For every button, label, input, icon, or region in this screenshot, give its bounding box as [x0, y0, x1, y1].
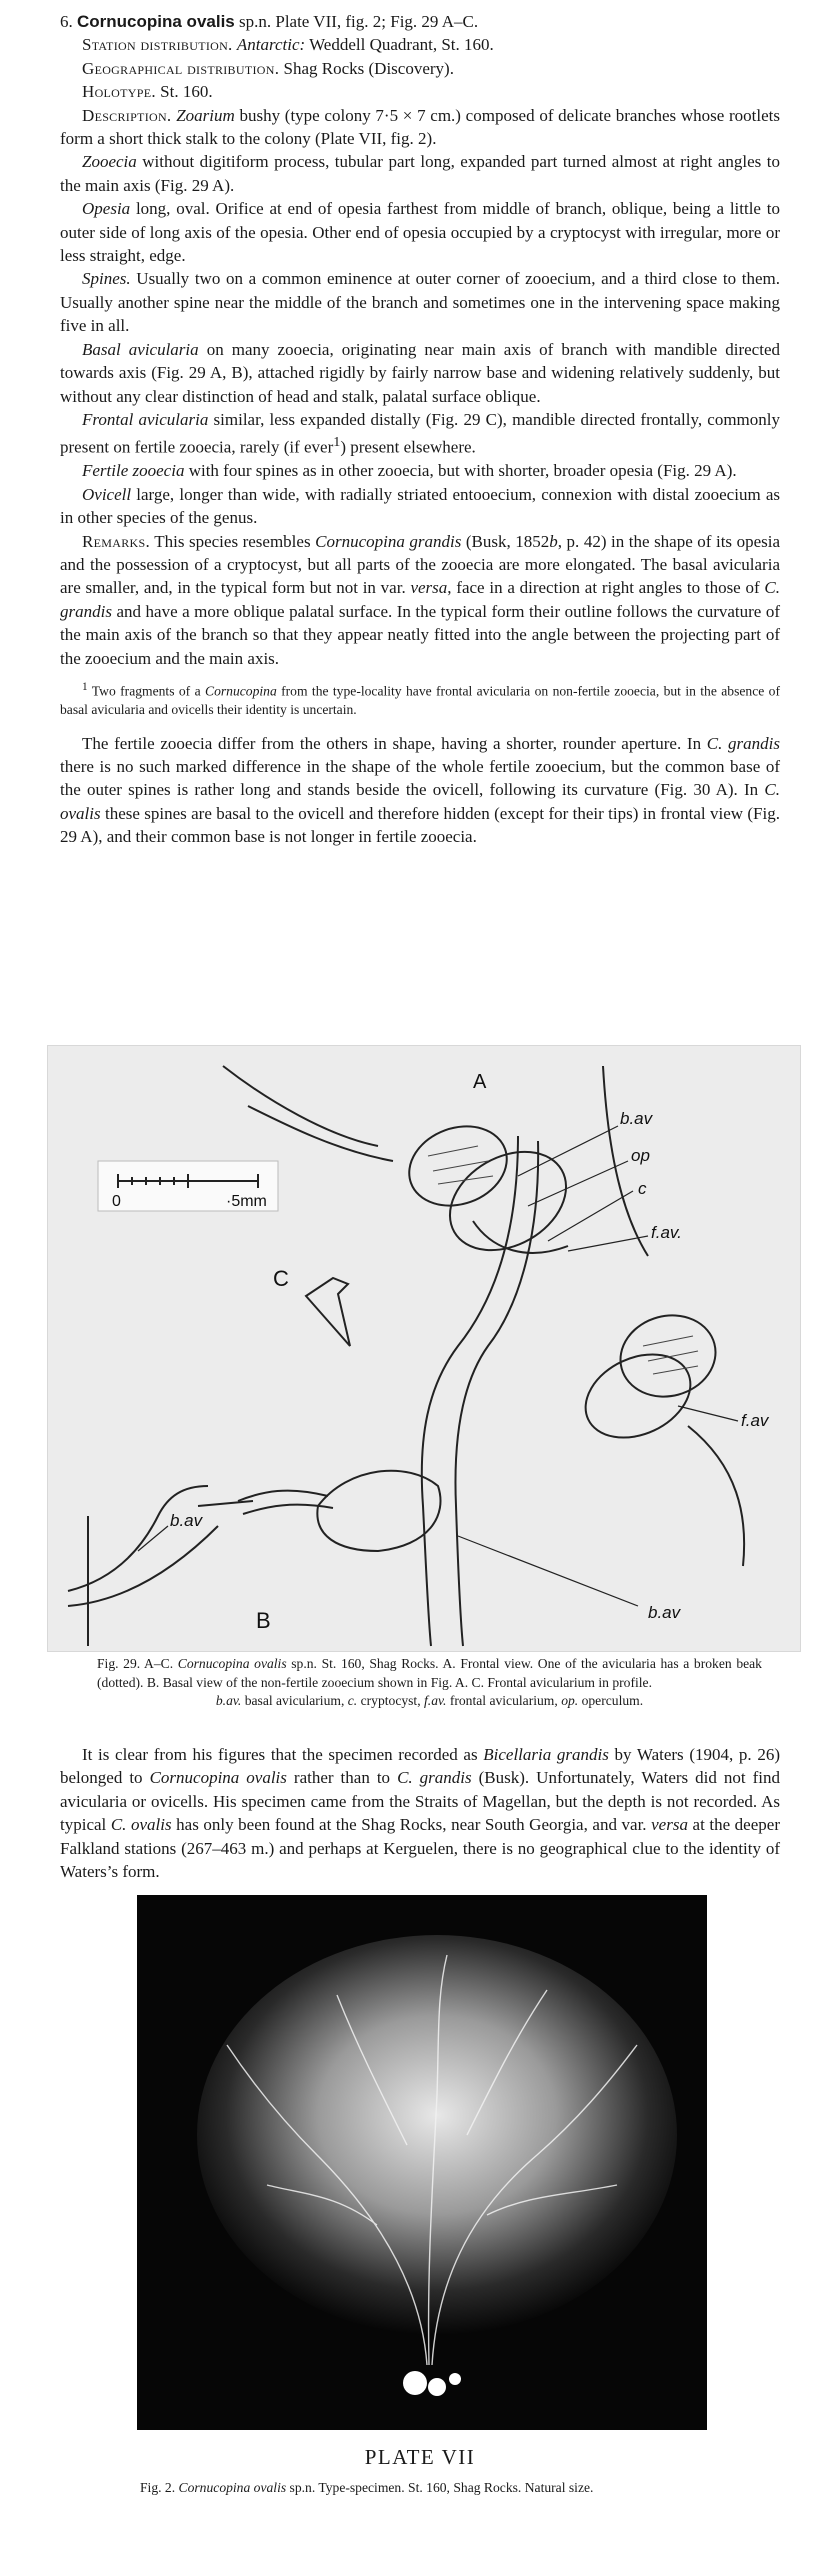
panel-label-a: A [473, 1071, 487, 1093]
spine-4 [688, 1426, 744, 1566]
branch-axis [422, 1136, 518, 1646]
label-c: c [638, 1179, 647, 1198]
panel-label-b: B [256, 1608, 271, 1633]
scale-end-label: ·5mm [226, 1193, 267, 1210]
fig-c-avicularium [306, 1278, 350, 1346]
label-bav-3: b.av [648, 1603, 681, 1622]
fertile-comparison-paragraph: The fertile zooecia differ from the others in shape, having a shorter, rounder aperture. In C. grandis there is no such marked difference in the shape of the whole fertile zooecium, but the common base of the outer spines is rather long and stands beside the ovicell, following its curvature (Fig. 30 A). In C. ovalis these spines are basal to the ovicell and therefore hidden (except for their tips) in frontal view (Fig. 29 A), and their common base is not longer in fertile zooecia. [60, 733, 780, 847]
colony-mass [197, 1935, 677, 2335]
zooecium-illustration [48, 1046, 800, 1651]
branch-axis-outline [455, 1141, 538, 1646]
spine-1 [223, 1066, 378, 1146]
footnote: $^1$ Two fragments of a Cornucopina from the type-locality have frontal avicularia on non-fertile zooecia, but in the absence of basal avicularia and ovicells their identity is uncertain. [60, 681, 780, 718]
spine-6 [243, 1505, 333, 1514]
fig-b-outline-2 [68, 1526, 218, 1606]
waters-paragraph-block [60, 1743, 780, 1883]
geographical-distribution: Geographical distribution. Shag Rocks (Discovery). [82, 58, 454, 78]
figure-caption-key: b.av. basal avicularium, c. cryptocyst, f.av. frontal avicularium, op. operculum. [215, 1693, 644, 1708]
label-bav-1: b.av [620, 1109, 653, 1128]
leader-bav2 [138, 1526, 168, 1551]
basal-avicularia-paragraph: Basal avicularia on many zooecia, originating near main axis of branch with mandible directed towards axis (Fig. 29 A, B), attached rigidly by fairly narrow base and widening relatively suddenly, but without any clear distinction of head and stalk, palatal surface oblique. [60, 339, 780, 406]
opesia-right [572, 1338, 704, 1453]
leader-bav3 [458, 1536, 638, 1606]
holotype: Holotype. St. 160. [82, 82, 213, 102]
plate-title: PLATE VII [364, 2445, 476, 2469]
figure-29-drawing [47, 1045, 801, 1652]
description-paragraph: Description. Zoarium bushy (type colony 7·5 × 7 cm.) composed of delicate branches whose rootlets form a short thick stalk to the colony (Plate VII, fig. 2). [60, 105, 781, 149]
label-bav-2: b.av [170, 1511, 203, 1530]
label-fav-1: f.av. [651, 1223, 682, 1242]
opesia-paragraph: Opesia long, oval. Orifice at end of opesia farthest from middle of branch, oblique, being a little to outer side of long axis of the opesia. Other end of opesia occupied by a cryptocyst with irregular, more or less straight, edge. [60, 199, 780, 266]
station-distribution: Station distribution. Antarctic: Weddell Quadrant, St. 160. [82, 35, 494, 55]
leader-op [528, 1161, 628, 1206]
leader-bav1 [518, 1126, 618, 1176]
species-header-block [60, 10, 780, 849]
panel-label-c: C [273, 1266, 289, 1291]
ovicell-paragraph: Ovicell large, longer than wide, with radially striated entooecium, connexion with distal zooecium as in other species of the genus. [60, 484, 780, 528]
spine-2 [248, 1106, 393, 1161]
fig-b-spine [198, 1501, 253, 1506]
spines-paragraph: Spines. Usually two on a common eminence at outer corner of zooecium, and a third close to them. Usually another spine near the middle of the branch and sometimes one in the intervening space making five in all. [60, 269, 780, 336]
zooecia-paragraph: Zooecia without digitiform process, tubular part long, expanded part turned almost at right angles to the main axis (Fig. 29 A). [60, 152, 780, 195]
waters-paragraph: It is clear from his figures that the specimen recorded as Bicellaria grandis by Waters (1904, p. 26) belonged to Cornucopina ovalis rather than to C. grandis (Busk). Unfortunately, Waters did not find avicularia or ovicells. His specimen came from the Straits of Magellan, but the depth is not recorded. As typical C. ovalis has only been found at the Shag Rocks, near South Georgia, and var. versa at the deeper Falkland stations (267–463 m.) and perhaps at Kerguelen, there is no geographical clue to the identity of Waters’s form. [60, 1745, 780, 1882]
label-fav-2: f.av [741, 1411, 769, 1430]
leader-fav2 [678, 1406, 738, 1421]
scale-zero-label: 0 [112, 1193, 121, 1210]
leader-fav1 [568, 1236, 648, 1251]
species-heading: 6. Cornucopina ovalis sp.n. Plate VII, fig. 2; Fig. 29 A–C. [60, 12, 479, 31]
plate-photograph [137, 1895, 707, 2430]
species-name: Cornucopina ovalis [77, 12, 235, 31]
fertile-zooecia-paragraph: Fertile zooecia with four spines as in other zooecia, but with shorter, broader opesia (Fig. 29 A). [82, 461, 737, 481]
plate-caption: Fig. 2. Cornucopina ovalis sp.n. Type-specimen. St. 160, Shag Rocks. Natural size. [140, 2480, 594, 2495]
spine-5 [238, 1491, 328, 1501]
frontal-avicularia-paragraph: Frontal avicularia similar, less expanded distally (Fig. 29 C), mandible directed frontally, commonly present on fertile zooecia, rarely (if ever$^1$) present elsewhere. [60, 409, 780, 457]
figure-caption-text: Fig. 29. A–C. Cornucopina ovalis sp.n. St. 160, Shag Rocks. A. Frontal view. One of the avicularia has a broken beak (dotted). B. Basal view of the non-fertile zooecium shown in Fig. A. C. Frontal avicularium in profile. [97, 1656, 762, 1690]
remarks-paragraph: Remarks. This species resembles Cornucopina grandis (Busk, 1852b, p. 42) in the shape of its opesia and the possession of a cryptocyst, but all parts of the zooecia are more elongated. The basal avicularia are smaller, and, in the typical form but not in var. versa, face in a direction at right angles to those of C. grandis and have a more oblique palatal surface. In the typical form their outline follows the curvature of the main axis of the branch so that they appear neatly fitted into the angle between the projecting part of the zooecium and the main axis. [60, 531, 781, 668]
colony-photo [137, 1895, 707, 2430]
leader-c [548, 1191, 633, 1241]
figure-29-caption [97, 1655, 762, 1711]
label-op: op [631, 1146, 650, 1165]
